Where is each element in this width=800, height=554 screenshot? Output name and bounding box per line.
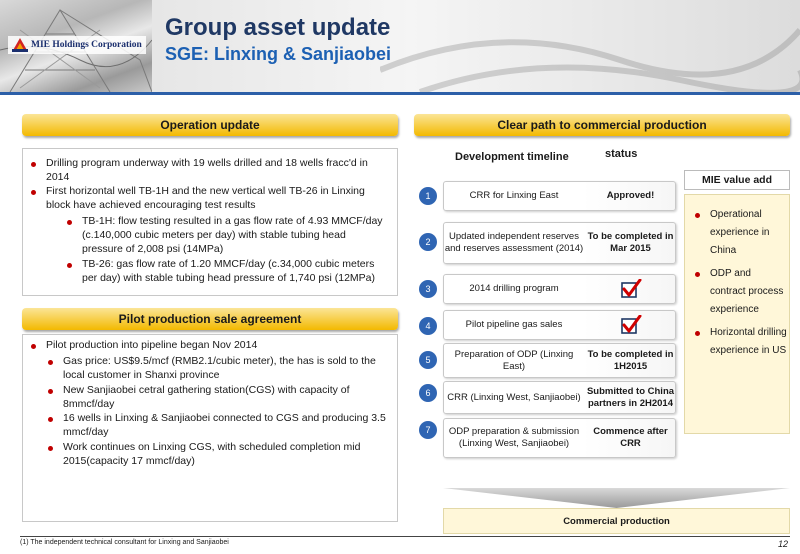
timeline-row-3 <box>443 274 676 304</box>
status-header: status <box>605 148 638 160</box>
footnote: (1) The independent technical consultant for Linxing and Sanjiaobei <box>20 539 229 546</box>
operation-sub-bullet-1: TB-1H: flow testing resulted in a gas flow rate of 4.93 MMCF/day (c.140,000 cubic meters per day) with stable tubing head pressure of 2,008 psi (14MPa) <box>82 215 383 255</box>
mie-value-item-1: Operational experience in China <box>710 209 770 256</box>
bullet-icon <box>31 162 36 167</box>
timeline-status: Commence after CRR <box>593 426 668 449</box>
checkbox-checked-icon <box>620 279 642 299</box>
timeline-label: 2014 drilling program <box>469 283 559 294</box>
bullet-icon <box>48 360 53 365</box>
step-number-1: 1 <box>419 187 437 205</box>
header-divider <box>0 92 800 95</box>
pilot-sub-bullet-3: 16 wells in Linxing & Sanjiaobei connected to CGS and producing 3.5 mmcf/day <box>63 412 386 438</box>
timeline-status <box>584 275 677 303</box>
timeline-row-5 <box>443 343 676 378</box>
step-number-7: 7 <box>419 421 437 439</box>
timeline-row-7 <box>443 418 676 458</box>
timeline-label: CRR for Linxing East <box>469 190 559 201</box>
bullet-icon <box>48 417 53 422</box>
timeline-label: Updated independent reserves and reserves assessment (2014) <box>444 231 584 254</box>
bullet-icon <box>67 263 72 268</box>
page-title: Group asset update <box>165 14 391 41</box>
pilot-bullet: Pilot production into pipeline began Nov 2014 <box>46 339 258 351</box>
pilot-sub-bullet-1: Gas price: US$9.5/mcf (RMB2.1/cubic meter), the has is sold to the local customer in Shanxi province <box>63 355 376 381</box>
company-name: MIE Holdings Corporation <box>31 40 142 50</box>
clear-path-heading: Clear path to commercial production <box>414 114 790 136</box>
bullet-icon <box>31 344 36 349</box>
timeline-row-6 <box>443 381 676 414</box>
pipeline-image <box>380 0 800 92</box>
pilot-sub-bullet-2: New Sanjiaobei cetral gathering station(CGS) with capacity of 8mmcf/day <box>63 384 350 410</box>
checkbox-checked-icon <box>620 315 642 335</box>
company-logo <box>8 36 146 54</box>
bullet-icon <box>695 213 700 218</box>
step-number-6: 6 <box>419 384 437 402</box>
timeline-status: To be completed in Mar 2015 <box>587 231 674 254</box>
step-number-4: 4 <box>419 317 437 335</box>
operation-sub-bullet-2: TB-26: gas flow rate of 1.20 MMCF/day (c.34,000 cubic meters per day) with stable tubing head pressure of 1,740 psi (12MPa) <box>82 258 376 284</box>
timeline-status: Approved! <box>606 190 655 201</box>
mie-value-item-2: ODP and contract process experience <box>710 268 784 315</box>
timeline-row-2 <box>443 222 676 264</box>
timeline-label: ODP preparation & submission (Linxing West, Sanjiaobei) <box>448 426 580 449</box>
header-photo <box>0 0 152 92</box>
page-subtitle: SGE: Linxing & Sanjiaobei <box>165 44 392 64</box>
operation-bullet-2: First horizontal well TB-1H and the new vertical well TB-26 in Linxing block have achieved encouraging test results <box>46 185 365 211</box>
bullet-icon <box>695 331 700 336</box>
bullet-icon <box>48 389 53 394</box>
step-number-5: 5 <box>419 351 437 369</box>
logo-mark-icon <box>12 38 28 52</box>
page-number: 12 <box>777 539 788 549</box>
pilot-sub-bullet-4: Work continues on Linxing CGS, with scheduled completion mid 2015(capacity 17 mmcf/day) <box>63 441 361 467</box>
bullet-icon <box>67 220 72 225</box>
mie-value-item-3: Horizontal drilling experience in US <box>710 327 787 356</box>
timeline-label: Preparation of ODP (Linxing East) <box>454 348 574 372</box>
bullet-icon <box>31 190 36 195</box>
timeline-label: CRR (Linxing West, Sanjiaobei) <box>447 391 581 403</box>
mie-value-add-heading: MIE value add <box>684 170 790 190</box>
step-number-2: 2 <box>419 233 437 251</box>
operation-update-heading: Operation update <box>22 114 398 136</box>
bullet-icon <box>695 272 700 277</box>
timeline-label: Pilot pipeline gas sales <box>465 319 563 330</box>
timeline-status: Submitted to China partners in 2H2014 <box>586 385 675 409</box>
timeline-status: To be completed in 1H2015 <box>587 348 674 372</box>
down-arrow-icon <box>443 488 790 508</box>
timeline-row-1 <box>443 181 676 211</box>
development-timeline-header: Development timeline <box>455 151 569 163</box>
commercial-production-box: Commercial production <box>443 508 790 534</box>
timeline-row-4 <box>443 310 676 340</box>
operation-bullet-1: Drilling program underway with 19 wells drilled and 18 wells fracc'd in 2014 <box>46 157 368 183</box>
step-number-3: 3 <box>419 280 437 298</box>
pilot-production-heading: Pilot production sale agreement <box>22 308 398 330</box>
bullet-icon <box>48 446 53 451</box>
timeline-status <box>584 311 677 339</box>
footer-divider <box>20 536 790 537</box>
